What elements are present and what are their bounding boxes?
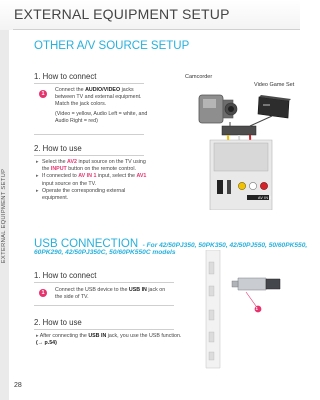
usb-connection-diagram <box>196 250 296 375</box>
video-game-set-label: Video Game Set <box>254 82 295 88</box>
av-use-step-3: ▸ Operate the corresponding external equipment. <box>36 188 148 202</box>
usb-section-title: USB CONNECTION - For 42/50PJ350, 50PK350, 42/50PJ550, 50/60PK550, <box>34 238 308 250</box>
usb-use-rule <box>34 329 174 330</box>
camcorder-icon <box>199 95 237 123</box>
av-use-list <box>36 159 148 202</box>
av-use-step-2: ▸ If connected to AV IN 1 input, select the AV1 input source on the TV. <box>36 173 148 187</box>
usb-section-subtitle: 60PK290, 42/50PJ350C, 50/60PK550C models <box>34 249 176 256</box>
video-jack-icon <box>238 182 245 189</box>
av-panel-label: AV IN 2 <box>258 196 272 200</box>
audio-left-jack-icon <box>249 182 256 189</box>
usb-connect-heading: 1. How to connect <box>34 271 97 280</box>
usb-use-text: ▸ After connecting the USB IN jack, you use the USB function. (→ p.54) <box>36 333 182 347</box>
av-section-title: OTHER A/V SOURCE SETUP <box>34 40 190 52</box>
av-connect-heading: 1. How to connect <box>34 72 97 81</box>
av-connection-diagram <box>150 80 300 210</box>
usb-step-badge: 1 <box>39 289 47 297</box>
usb-connect-bottom-rule <box>34 305 174 306</box>
av-use-heading: 2. How to use <box>34 144 82 153</box>
av-connect-rule <box>34 83 144 84</box>
page-title: EXTERNAL EQUIPMENT SETUP <box>14 6 230 22</box>
usb-connect-text: Connect the USB device to the USB IN jack on the side of TV. <box>55 287 166 301</box>
side-tab <box>0 30 9 400</box>
usb-port-icon <box>217 180 223 194</box>
side-tab-label: EXTERNAL EQUIPMENT SETUP <box>1 168 7 264</box>
tv-usb-side-panel <box>206 250 220 368</box>
av-step-badge: 1 <box>39 90 47 98</box>
camcorder-label: Camcorder <box>185 74 213 80</box>
av-connect-bottom-rule <box>34 134 144 135</box>
usb-connect-rule <box>34 282 174 283</box>
usb-use-heading: 2. How to use <box>34 318 82 327</box>
usb-drive-icon <box>232 278 280 290</box>
av-connect-text: Connect the AUDIO/VIDEO jacks between TV and external equipment. Match the jack colors. (Video = yellow, Audio Left = white, and Audio Right = red) <box>55 87 148 124</box>
av-use-rule <box>34 155 144 156</box>
av-use-step-1: ▸ Select the AV2 input source on the TV using the INPUT button on the remote control. <box>36 159 148 173</box>
header-divider <box>13 29 300 30</box>
video-game-set-icon <box>258 95 291 118</box>
usb-step-marker-number: 1 <box>255 306 258 311</box>
cable-hub-icon <box>222 126 256 135</box>
audio-right-jack-icon <box>260 182 267 189</box>
page-header <box>0 0 300 30</box>
page-number: 28 <box>14 382 22 389</box>
